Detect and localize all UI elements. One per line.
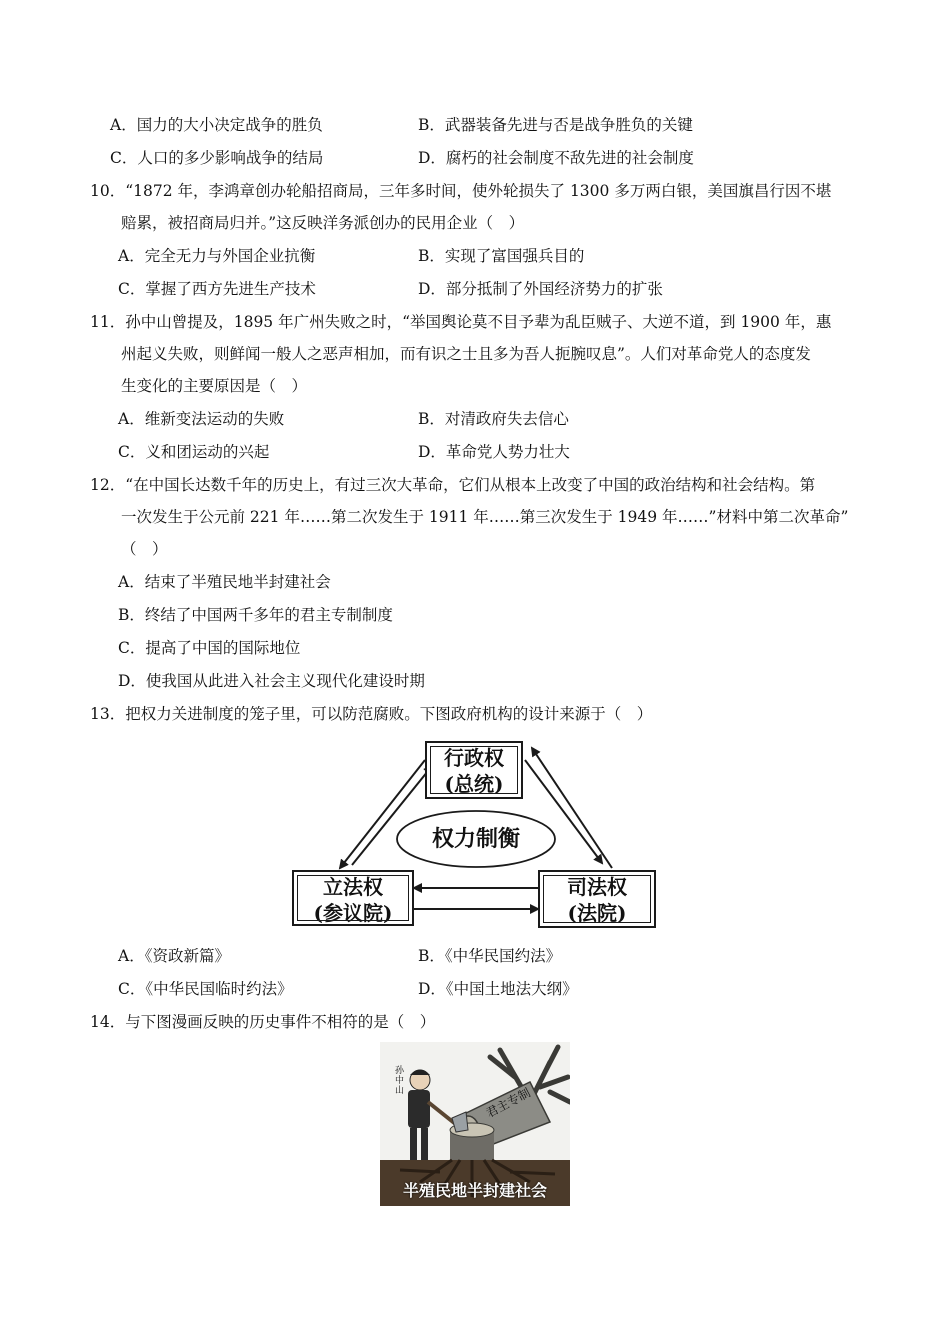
q12-option-c: C．提高了中国的国际地位 <box>118 639 301 657</box>
judicial-power-sublabel: (法院) <box>567 901 627 925</box>
q12-option-d: D．使我国从此进入社会主义现代化建设时期 <box>118 672 425 690</box>
q14-stem: 14．与下图漫画反映的历史事件不相符的是（ ） <box>90 1013 436 1031</box>
cartoon-figure-label: 孙中山 <box>395 1066 405 1096</box>
q13-option-b: B．《中华民国约法》 <box>418 947 562 965</box>
q12-stem-line3: （ ） <box>121 540 168 558</box>
q9-option-d: D．腐朽的社会制度不敌先进的社会制度 <box>418 149 694 167</box>
q13-option-c: C．《中华民国临时约法》 <box>118 980 293 998</box>
q11-stem-line1: 11．孙中山曾提及，1895 年广州失败之时，“举国舆论莫不目予辈为乱臣贼子、大逆不道，到 1900 年，惠 <box>90 313 832 331</box>
q11-option-c: C．义和团运动的兴起 <box>118 443 270 461</box>
q10-stem-line1: 10．“1872 年，李鸿章创办轮船招商局，三年多时间，使外轮损失了 1300 多万两白银，美国旗昌行因不堪 <box>90 182 832 200</box>
q11-option-b: B．对清政府失去信心 <box>418 410 569 428</box>
q11-stem-line3: 生变化的主要原因是（ ） <box>121 377 308 395</box>
q9-option-a: A．国力的大小决定战争的胜负 <box>110 116 323 134</box>
q13-stem: 13．把权力关进制度的笼子里，可以防范腐败。下图政府机构的设计来源于（ ） <box>90 705 653 723</box>
q13-option-d: D．《中国土地法大纲》 <box>418 980 578 998</box>
cartoon-trunk-label: 君主专制 <box>483 1085 533 1121</box>
checks-and-balances-label: 权力制衡 <box>431 826 520 852</box>
q13-option-a: A．《资政新篇》 <box>118 947 230 965</box>
legislative-power-label: 立法权 <box>323 875 383 899</box>
q10-option-a: A．完全无力与外国企业抗衡 <box>118 247 316 265</box>
executive-power-sublabel: (总统) <box>444 772 504 796</box>
executive-power-box <box>425 741 523 799</box>
legislative-power-sublabel: (参议院) <box>313 901 393 925</box>
executive-power-label: 行政权 <box>444 746 504 770</box>
q10-stem-line2: 赔累，被招商局归并。”这反映洋务派创办的民用企业（ ） <box>121 214 525 232</box>
q11-option-d: D．革命党人势力壮大 <box>418 443 570 461</box>
judicial-power-box <box>538 870 656 928</box>
q9-option-c: C．人口的多少影响战争的结局 <box>110 149 324 167</box>
q10-option-d: D．部分抵制了外国经济势力的扩张 <box>418 280 663 298</box>
cartoon-caption: 半殖民地半封建社会 <box>402 1181 547 1200</box>
judicial-power-label: 司法权 <box>567 875 627 899</box>
q11-option-a: A．维新变法运动的失败 <box>118 410 285 428</box>
sun-yat-sen-cartoon <box>380 1042 570 1206</box>
q12-stem-line2: 一次发生于公元前 221 年……第二次发生于 1911 年……第三次发生于 1949 年……”材料中第二次革命” <box>121 508 849 526</box>
q10-option-b: B．实现了富国强兵目的 <box>418 247 585 265</box>
legislative-power-box <box>292 870 414 926</box>
q12-option-b: B．终结了中国两千多年的君主专制制度 <box>118 606 393 624</box>
q10-option-c: C．掌握了西方先进生产技术 <box>118 280 316 298</box>
q11-stem-line2: 州起义失败，则鲜闻一般人之恶声相加，而有识之士且多为吾人扼腕叹息”。人们对革命党人的态度发 <box>121 345 811 363</box>
checks-and-balances-diagram <box>292 738 658 930</box>
q9-option-b: B．武器装备先进与否是战争胜负的关键 <box>418 116 693 134</box>
q12-option-a: A．结束了半殖民地半封建社会 <box>118 573 331 591</box>
q12-stem-line1: 12．“在中国长达数千年的历史上，有过三次大革命，它们从根本上改变了中国的政治结构和社会结构。第 <box>90 476 816 494</box>
